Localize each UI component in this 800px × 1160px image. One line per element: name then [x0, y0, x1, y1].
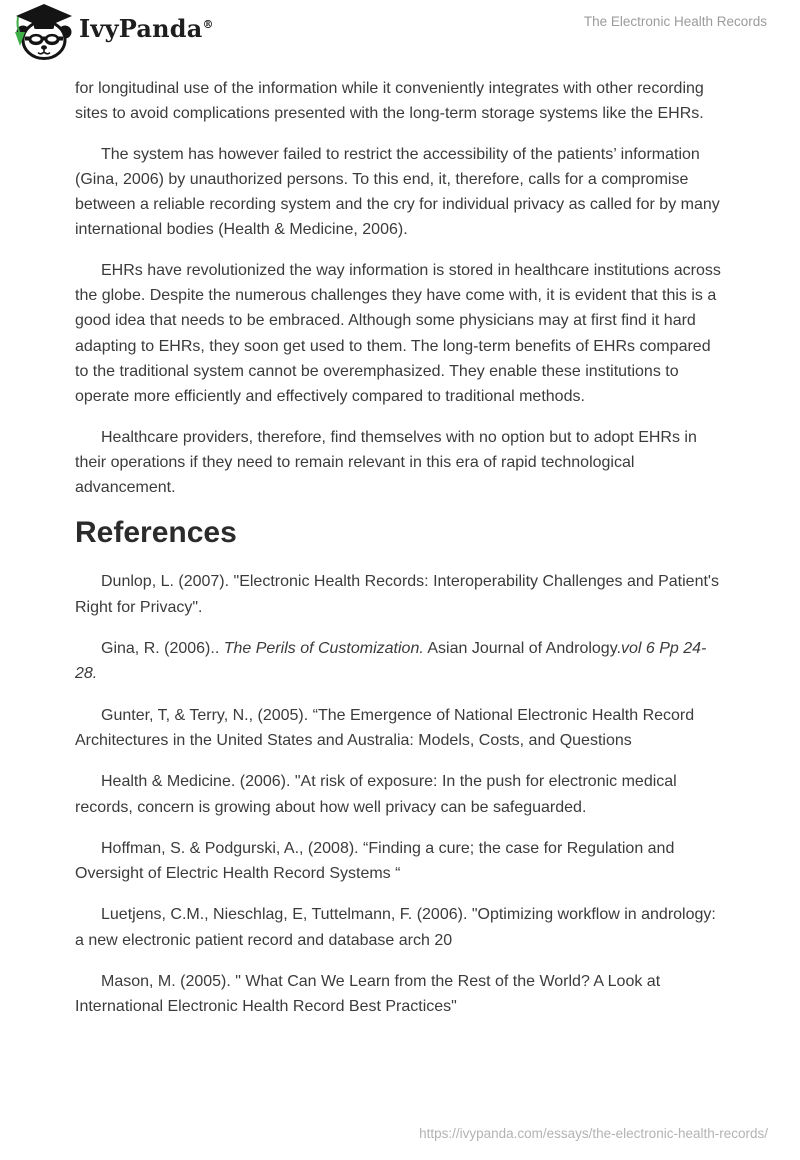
lens-right — [47, 36, 56, 41]
reference-item — [75, 969, 725, 1020]
document-title-header: The Electronic Health Records — [583, 14, 767, 29]
tassel-cord — [18, 17, 20, 34]
reference-text: Gina, R. (2006).. — [101, 640, 224, 658]
reference-item — [75, 902, 725, 953]
reference-text: Luetjens, C.M., Nieschlag, E, Tuttelmann, F. (2006). "Optimizing workflow in andrology: a new electronic patient record and database arch 20 — [75, 906, 716, 949]
reference-text: Hoffman, S. & Podgurski, A., (2008). “Finding a cure; the case for Regulation and Oversight of Electric Health Record Systems “ — [75, 839, 675, 883]
paragraph: The system has however failed to restrict the accessibility of the patients’ information (Gina, 2006) by unauthorized persons. To this end, it, therefore, calls for a compromise between a reliable recording system and the cry for individual privacy as called for by many international bodies (Health & Medicine, 2006). — [75, 145, 720, 239]
reference-item — [75, 569, 725, 620]
reference-text-italic: The Perils of Customization. — [223, 640, 424, 658]
article-content — [0, 62, 800, 1020]
paragraph: for longitudinal use of the information while it conveniently integrates with other recording sites to avoid complications presented with the long-term storage systems like the EHRs. — [75, 80, 704, 123]
lens-left — [31, 36, 40, 41]
reference-item — [75, 769, 725, 820]
brand-name — [79, 15, 214, 43]
ivypanda-panda-logo-icon — [14, 4, 74, 60]
reference-text: Mason, M. (2005). " What Can We Learn from the Rest of the World? A Look at International Electronic Health Record Best Practices" — [75, 973, 661, 1016]
reference-text: Asian Journal of Andrology. — [423, 640, 621, 658]
paragraph: Healthcare providers, therefore, find themselves with no option but to adopt EHRs in their operations if they need to remain relevant in this era of rapid technological advancement. — [75, 428, 697, 497]
brand-text: IvyPanda — [79, 14, 203, 43]
reference-text: Dunlop, L. (2007). "Electronic Health Records: Interoperability Challenges and Patient's Right for Privacy". — [75, 573, 719, 616]
graduation-cap-icon — [16, 4, 72, 28]
page-header — [0, 0, 800, 62]
references-heading: References — [75, 516, 237, 550]
reference-item — [75, 636, 725, 687]
reference-text: Gunter, T, & Terry, N., (2005). “The Emergence of National Electronic Health Record Architectures in the United States and Australia: Models, Costs, and Questions — [75, 706, 695, 749]
paragraph: EHRs have revolutionized the way information is stored in healthcare institutions across the globe. Despite the numerous challenges they have come with, it is evident that this is a good idea that needs to be embraced. Although some physicians may at first find it hard adapting to EHRs, they soon get used to them. The long-term benefits of EHRs compared to the traditional system cannot be overemphasized. They enable these institutions to operate more efficiently and effectively compared to traditional methods. — [75, 261, 721, 406]
reference-item — [75, 703, 725, 754]
reference-text: Health & Medicine. (2006). "At risk of exposure: In the push for electronic medical records, concern is growing about how well privacy can be safeguarded. — [75, 773, 677, 816]
registered-mark: ® — [202, 18, 214, 31]
reference-text-italic: vol 6 Pp 24-28. — [75, 640, 707, 683]
source-url: https://ivypanda.com/essays/the-electronic-health-records/ — [419, 1126, 768, 1141]
reference-item — [75, 836, 725, 887]
